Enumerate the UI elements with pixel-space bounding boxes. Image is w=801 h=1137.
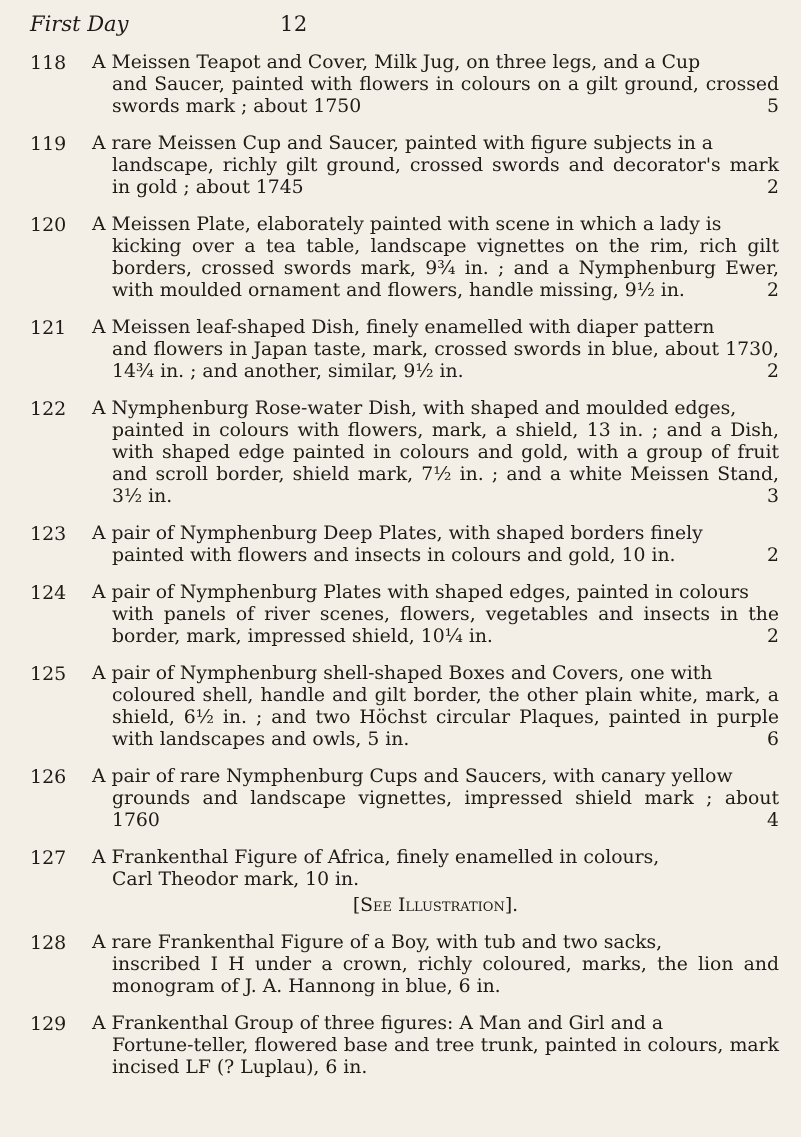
lot-estimate: 5 bbox=[767, 96, 779, 117]
lot-body: landscape, richly gilt ground, crossed swords and decorator's mark in gold ; about 1745 bbox=[112, 155, 779, 198]
lot-number: 127 bbox=[30, 847, 67, 869]
lot-estimate: 2 bbox=[767, 280, 779, 301]
lot-first-line: A pair of Nymphenburg Deep Plates, with shaped borders finely bbox=[92, 523, 703, 544]
lot-entry bbox=[30, 847, 779, 917]
lot-description bbox=[82, 398, 779, 508]
lot-body: painted with flowers and insects in colours and gold, 10 in. bbox=[112, 545, 676, 566]
lot-entry bbox=[30, 932, 779, 998]
page-number: 12 bbox=[280, 12, 308, 36]
lot-description bbox=[82, 1013, 779, 1079]
lot-body: with panels of river scenes, flowers, vegetables and insects in the border, mark, impressed shield, 10¼ in. bbox=[112, 604, 779, 647]
lot-entry bbox=[30, 214, 779, 302]
lot-entry bbox=[30, 663, 779, 751]
lot-estimate: 2 bbox=[767, 177, 779, 198]
lot-first-line: A pair of Nymphenburg shell-shaped Boxes and Covers, one with bbox=[92, 663, 713, 684]
lot-entry bbox=[30, 398, 779, 508]
lot-number: 125 bbox=[30, 663, 67, 685]
lot-estimate: 2 bbox=[767, 361, 779, 382]
lot-first-line: A Meissen Teapot and Cover, Milk Jug, on three legs, and a Cup bbox=[92, 52, 701, 73]
lot-list bbox=[30, 52, 779, 1079]
lot-estimate: 2 bbox=[767, 545, 779, 566]
lot-first-line: A Frankenthal Figure of Africa, finely enamelled in colours, bbox=[92, 847, 660, 868]
lot-number: 120 bbox=[30, 214, 67, 236]
lot-body: painted in colours with flowers, mark, a shield, 13 in. ; and a Dish, with shaped edge painted in colours and gold, with a group of fruit and scroll border, shield mark, 7½ in. ; and a white Meissen Stand, 3½ in. bbox=[112, 420, 779, 507]
lot-first-line: A Meissen Plate, elaborately painted with scene in which a lady is bbox=[92, 214, 722, 235]
page-header bbox=[30, 12, 779, 42]
lot-description bbox=[82, 52, 779, 118]
lot-body: Carl Theodor mark, 10 in. bbox=[112, 869, 360, 890]
lot-number: 129 bbox=[30, 1013, 67, 1035]
lot-entry bbox=[30, 582, 779, 648]
lot-body: and Saucer, painted with flowers in colours on a gilt ground, crossed swords mark ; about 1750 bbox=[112, 74, 779, 117]
lot-first-line: A rare Meissen Cup and Saucer, painted with figure subjects in a bbox=[92, 133, 713, 154]
lot-description bbox=[82, 317, 779, 383]
lot-description bbox=[82, 766, 779, 832]
lot-body: inscribed I H under a crown, richly coloured, marks, the lion and monogram of J. A. Hannong in blue, 6 in. bbox=[112, 954, 779, 997]
lot-body: kicking over a tea table, landscape vignettes on the rim, rich gilt borders, crossed swords mark, 9¾ in. ; and a Nymphenburg Ewer, with moulded ornament and flowers, handle missing, 9½ in. bbox=[112, 236, 779, 301]
lot-entry bbox=[30, 52, 779, 118]
lot-first-line: A Frankenthal Group of three figures: A Man and Girl and a bbox=[92, 1013, 664, 1034]
lot-description bbox=[82, 932, 779, 998]
lot-description bbox=[82, 582, 779, 648]
lot-estimate: 4 bbox=[767, 810, 779, 831]
lot-estimate: 6 bbox=[767, 729, 779, 750]
lot-first-line: A pair of rare Nymphenburg Cups and Saucers, with canary yellow bbox=[92, 766, 733, 787]
lot-number: 124 bbox=[30, 582, 67, 604]
lot-number: 126 bbox=[30, 766, 67, 788]
lot-body: coloured shell, handle and gilt border, the other plain white, mark, a shield, 6½ in. ; and two Höchst circular Plaques, painted in purple with landscapes and owls, 5 in. bbox=[112, 685, 779, 750]
lot-description bbox=[82, 214, 779, 302]
lot-first-line: A Nymphenburg Rose-water Dish, with shaped and moulded edges, bbox=[92, 398, 737, 419]
lot-description bbox=[82, 663, 779, 751]
lot-entry bbox=[30, 766, 779, 832]
lot-number: 118 bbox=[30, 52, 67, 74]
lot-number: 123 bbox=[30, 523, 67, 545]
lot-entry bbox=[30, 1013, 779, 1079]
lot-body: grounds and landscape vignettes, impressed shield mark ; about 1760 bbox=[112, 788, 779, 831]
lot-body: Fortune-teller, flowered base and tree trunk, painted in colours, mark incised LF (? Luplau), 6 in. bbox=[112, 1035, 779, 1078]
lot-first-line: A Meissen leaf-shaped Dish, finely enamelled with diaper pattern bbox=[92, 317, 715, 338]
lot-entry bbox=[30, 523, 779, 567]
lot-number: 121 bbox=[30, 317, 67, 339]
lot-estimate: 2 bbox=[767, 626, 779, 647]
running-title: First Day bbox=[30, 12, 129, 36]
lot-body: and flowers in Japan taste, mark, crossed swords in blue, about 1730, 14¾ in. ; and another, similar, 9½ in. bbox=[112, 339, 779, 382]
lot-entry bbox=[30, 317, 779, 383]
lot-description bbox=[82, 523, 779, 567]
lot-estimate: 3 bbox=[767, 486, 779, 507]
lot-first-line: A pair of Nymphenburg Plates with shaped edges, painted in colours bbox=[92, 582, 749, 603]
lot-number: 119 bbox=[30, 133, 67, 155]
lot-entry bbox=[30, 133, 779, 199]
lot-first-line: A rare Frankenthal Figure of a Boy, with tub and two sacks, bbox=[92, 932, 663, 953]
lot-number: 122 bbox=[30, 398, 67, 420]
illustration-reference: [See Illustration]. bbox=[352, 895, 519, 916]
lot-description bbox=[82, 847, 779, 917]
lot-description bbox=[82, 133, 779, 199]
lot-number: 128 bbox=[30, 932, 67, 954]
